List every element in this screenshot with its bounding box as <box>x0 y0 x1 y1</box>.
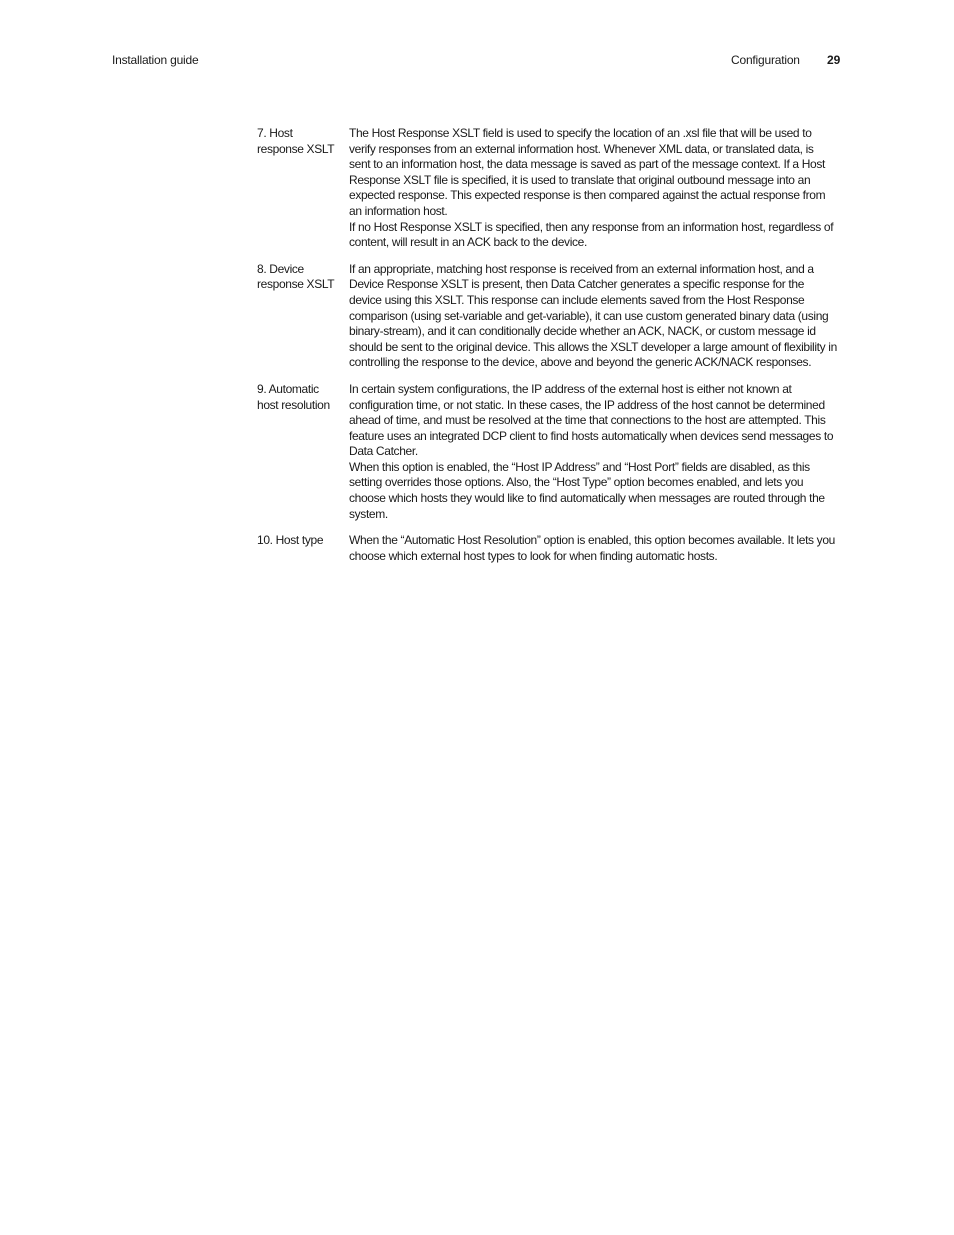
entry-paragraph: If an appropriate, matching host response is received from an external information host, and a Device Response XSLT is present, then Data Catcher generates a specific response for the device using this XSLT. This response can include elements saved from the Host Response comparison (using set-variable and get-variable), it can use custom generated binary data (using binary-stream), and it can conditionally decide whether an ACK, NACK, or custom message id should be sent to the original device. This allows the XSLT developer a large amount of flexibility in controlling the response to the device, above and beyond the generic ACK/NACK responses. <box>349 261 837 370</box>
entry-paragraph: The Host Response XSLT field is used to specify the location of an .xsl file that will be used to verify responses from an external information host. Whenever XML data, or translated data, is sent to an information host, the data message is saved as part of the message context. If a Host Response XSLT file is specified, it is used to translate that original outbound message into an expected response. This expected response is then compared against the actual response from an information host. <box>349 126 826 218</box>
entry-description <box>349 382 837 522</box>
entry-term: 8. Device response XSLT <box>257 261 335 292</box>
running-header-section: Configuration <box>731 53 800 67</box>
entry-automatic-host-resolution <box>257 382 837 522</box>
entry-paragraph: In certain system configurations, the IP address of the external host is either not known at configuration time, or not static. In these cases, the IP address of the host cannot be determined ahead of time, and must be resolved at the time that connections to the host are attempted. This feature uses an integrated DCP client to find hosts automatically when devices send messages to Data Catcher. <box>349 381 834 459</box>
definition-list <box>257 126 837 575</box>
entry-term: 7. Host response XSLT <box>257 126 335 156</box>
page-number: 29 <box>827 53 841 67</box>
entry-device-response-xslt <box>257 262 837 371</box>
entry-paragraph: If no Host Response XSLT is specified, then any response from an information host, regardless of content, will result in an ACK back to the device. <box>349 219 834 250</box>
entry-paragraph: When this option is enabled, the “Host IP Address” and “Host Port” fields are disabled, as this setting overrides those options. Also, the “Host Type” option becomes enabled, and lets you choose which hosts they would like to find automatically when messages are routed through the system. <box>349 459 825 521</box>
running-header-title: Installation guide <box>112 53 199 67</box>
entry-description <box>349 533 837 564</box>
entry-paragraph: When the “Automatic Host Resolution” option is enabled, this option becomes available. It lets you choose which external host types to look for when finding automatic hosts. <box>349 533 835 563</box>
entry-term: 9. Automatic host resolution <box>257 381 330 412</box>
entry-term: 10. Host type <box>257 533 324 548</box>
entry-host-type <box>257 533 837 564</box>
entry-description <box>349 126 837 251</box>
entry-description <box>349 262 837 371</box>
entry-host-response-xslt <box>257 126 837 251</box>
